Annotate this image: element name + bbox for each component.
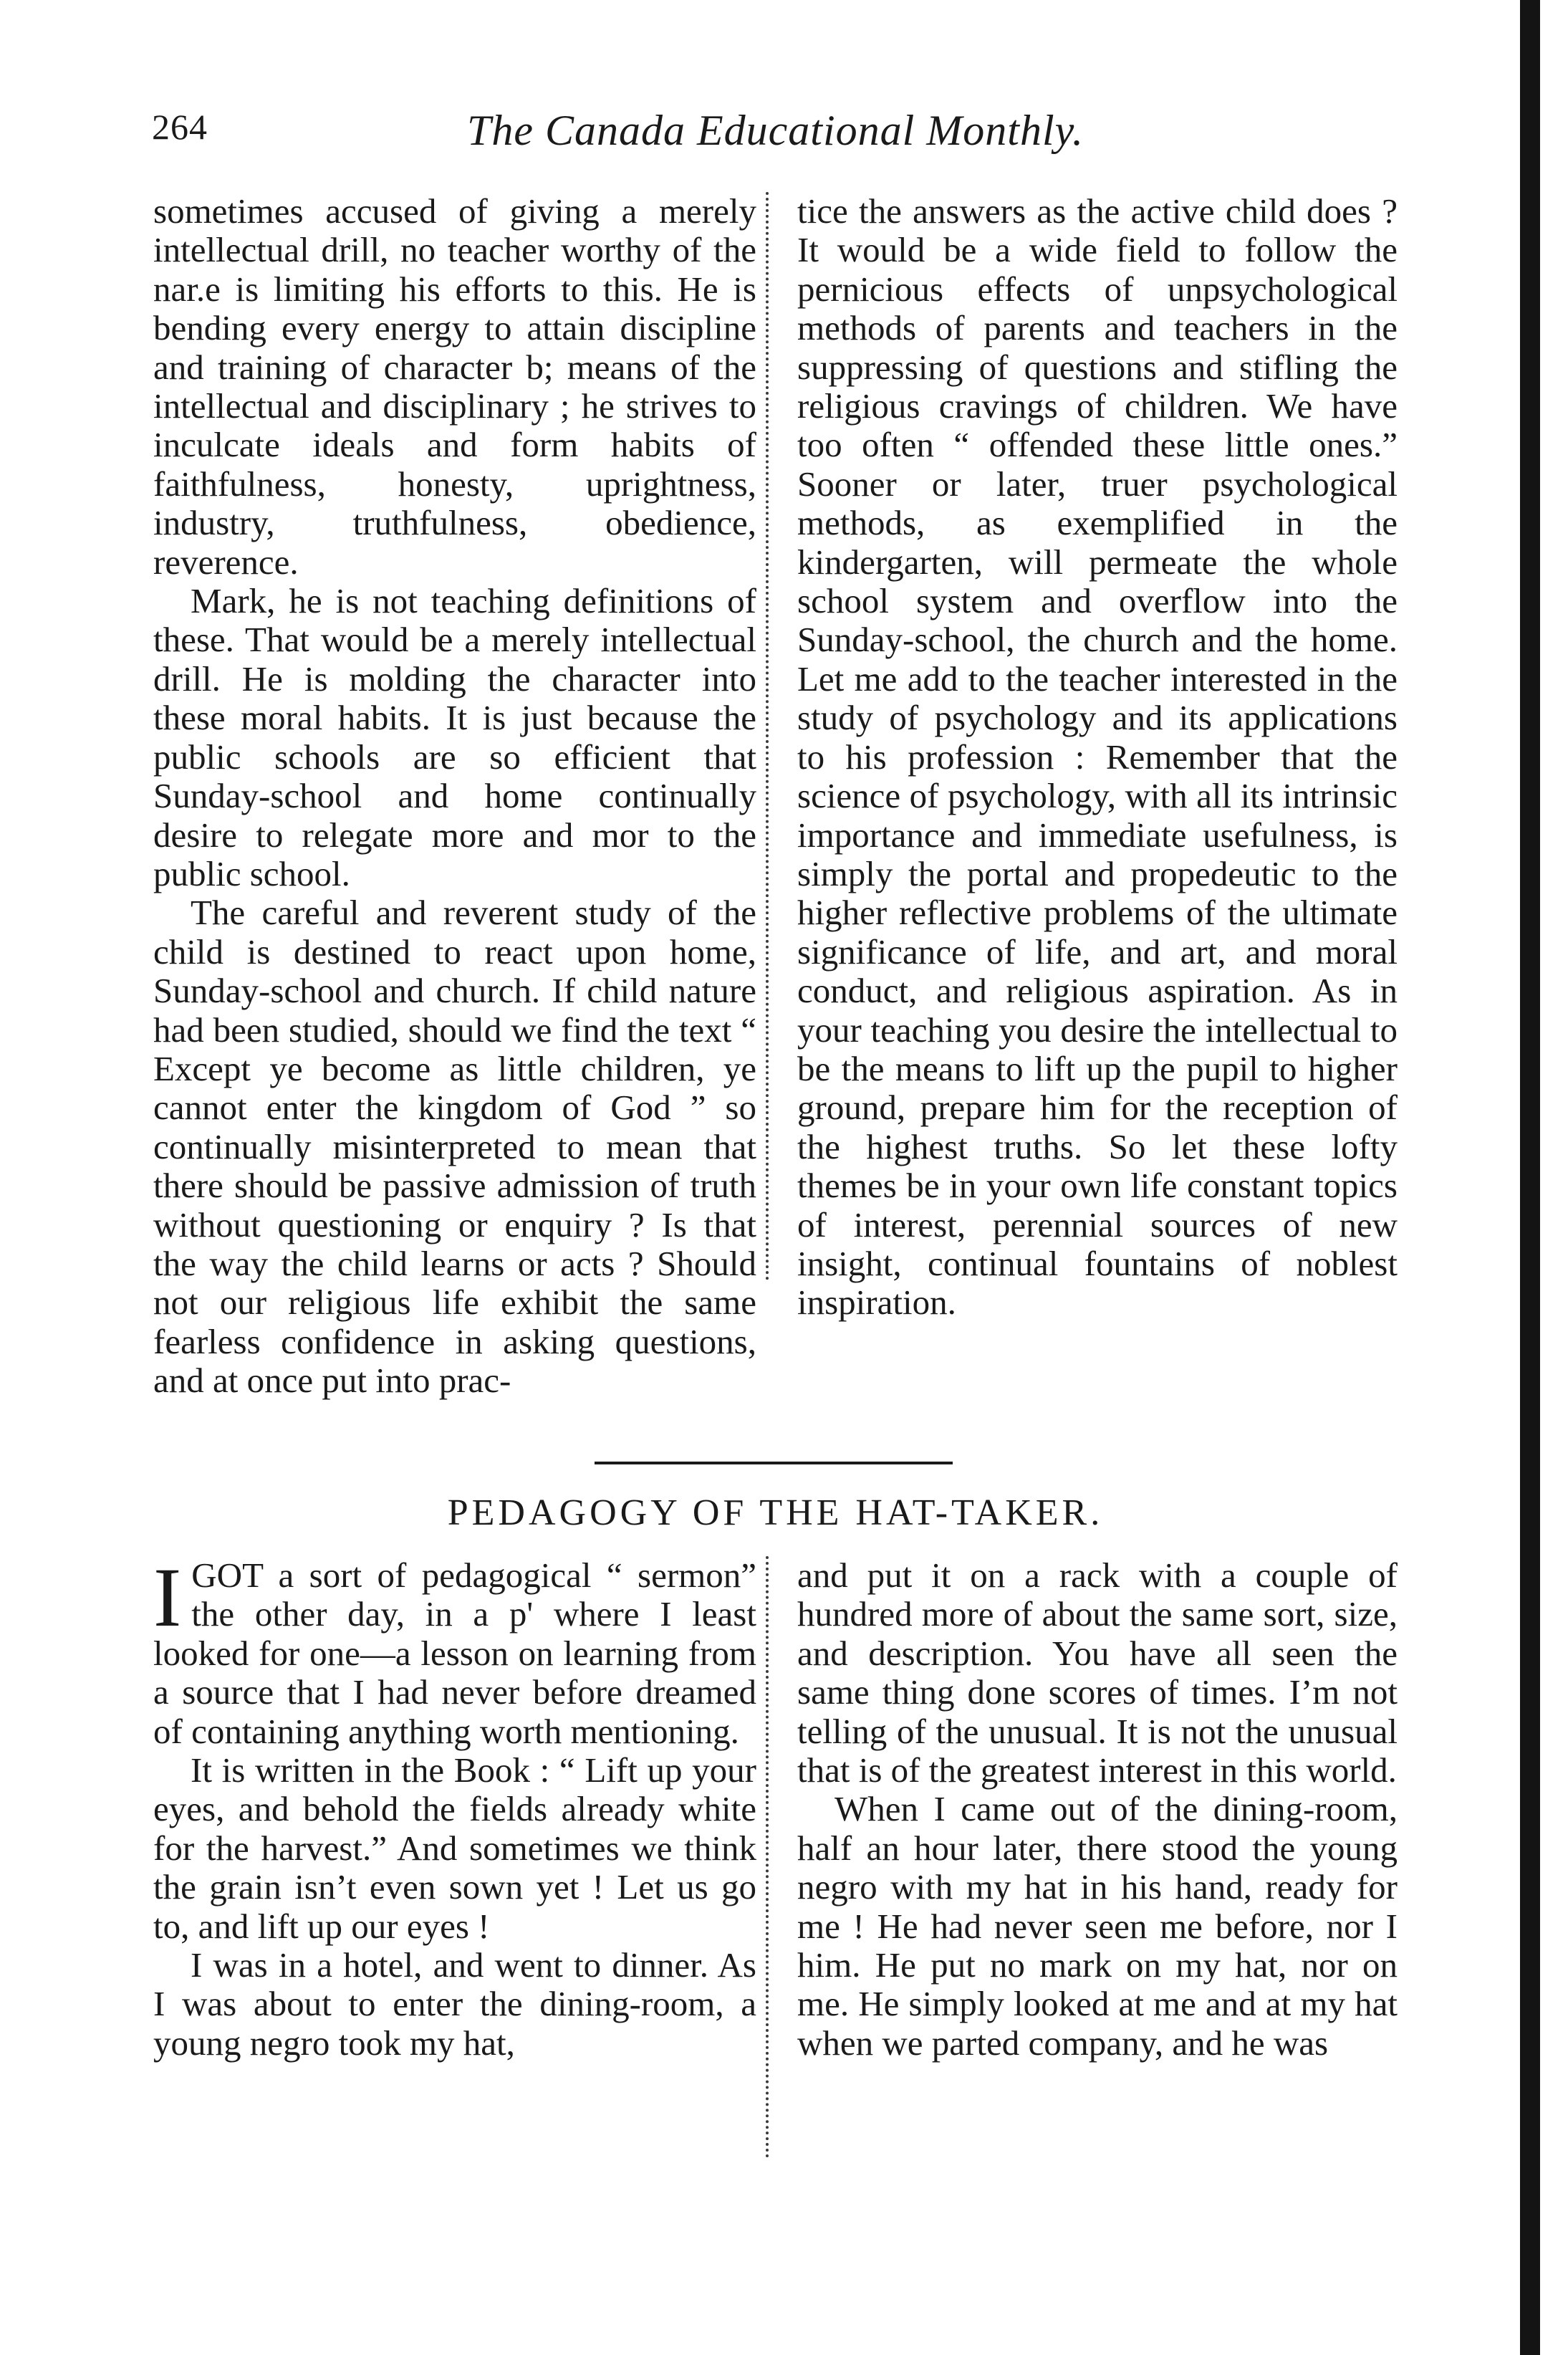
- paragraph: [153, 1550, 756, 1751]
- drop-cap: I: [153, 1550, 182, 1644]
- paragraph: sometimes accused of giving a merely intellectual drill, no teacher worthy of the nar.e is limiting his efforts to this. He is bending every energy to attain discipline and training of character b; means of the intellectual and disciplinary ; he strives to inculcate ideals and form habits of faithfulness, honesty, uprightness, industry, truthfulness, obedience, reverence.: [153, 191, 756, 582]
- paragraph: and put it on a rack with a couple of hundred more of about the same sort, size, and description. You have all seen the same thing done scores of times. I’m not telling of the unusual. It is not the unusual that is of the greatest interest in this world.: [797, 1555, 1398, 1790]
- section-divider: [595, 1462, 953, 1464]
- article-title: PEDAGOGY OF THE HAT-TAKER.: [447, 1492, 1104, 1533]
- paragraph: tice the answers as the active child does ? It would be a wide field to follow the pernicious effects of unpsychological methods of parents and teachers in the suppressing of questions and stifling the religious cravings of children. We have too often “ offended these little ones.” Sooner or later, truer psychological methods, as exemplified in the kindergarten, will permeate the whole school system and overflow into the Sunday-school, the church and the home. Let me add to the teacher interested in the study of psychology and its applications to his profession : Remember that the science of psychology, with all its intrinsic importance and immediate usefulness, is simply the portal and propedeutic to the higher reflective problems of the ultimate significance of life, and art, and moral conduct, and religious aspiration. As in your teaching you desire the intellectual to be the means to lift up the pupil to higher ground, prepare him for the reception of the highest truths. So let these lofty themes be in your own life constant topics of interest, perennial sources of new insight, continual fountains of noblest inspiration.: [797, 191, 1398, 1323]
- column-gutter-rule: [766, 1556, 769, 2158]
- paragraph-text: GOT a sort of pedagogical “ sermon” the other day, in a p' where I least looked for one—a lesson on learning from a source that I had never before dreamed of containing anything worth mentioning.: [153, 1555, 756, 1751]
- paragraph: It is written in the Book : “ Lift up your eyes, and behold the fields already white for the harvest.” And sometimes we think the grain isn’t even sown yet ! Let us go to, and lift up our eyes !: [153, 1750, 756, 1946]
- article-two-column-right: [797, 1556, 1398, 2215]
- article-two-column-left: [153, 1550, 756, 2215]
- page-header: [152, 106, 1370, 171]
- paragraph: I was in a hotel, and went to dinner. As I was about to enter the dining-room, a young negro took my hat,: [153, 1945, 756, 2063]
- paragraph: When I came out of the dining-room, half an hour later, there stood the young negro with my hat in his hand, ready for me ! He had never seen me before, nor I him. He put no mark on my hat, nor on me. He simply looked at me and at my hat when we parted company, and he was: [797, 1789, 1398, 2063]
- page-edge-rule: [1520, 0, 1540, 2355]
- running-title: The Canada Educational Monthly.: [467, 107, 1084, 154]
- column-gutter-rule: [766, 192, 769, 1281]
- page-number: 264: [152, 107, 208, 147]
- article-one-column-right: [797, 192, 1398, 1431]
- paragraph: Mark, he is not teaching definitions of these. That would be a merely intellectual drill. He is molding the character into these moral habits. It is just because the public schools are so efficient that Sunday-school and home continually desire to relegate more and mor to the public school.: [153, 581, 756, 893]
- article-one-column-left: [153, 192, 756, 1431]
- paragraph: The careful and reverent study of the child is destined to react upon home, Sunday-school and church. If child nature had been studied, should we find the text “ Except ye become as little children, ye cannot enter the kingdom of God ” so continually misinterpreted to mean that there should be passive admission of truth without questioning or enquiry ? Is that the way the child learns or acts ? Should not our religious life exhibit the same fearless confidence in asking questions, and at once put into prac-: [153, 893, 756, 1401]
